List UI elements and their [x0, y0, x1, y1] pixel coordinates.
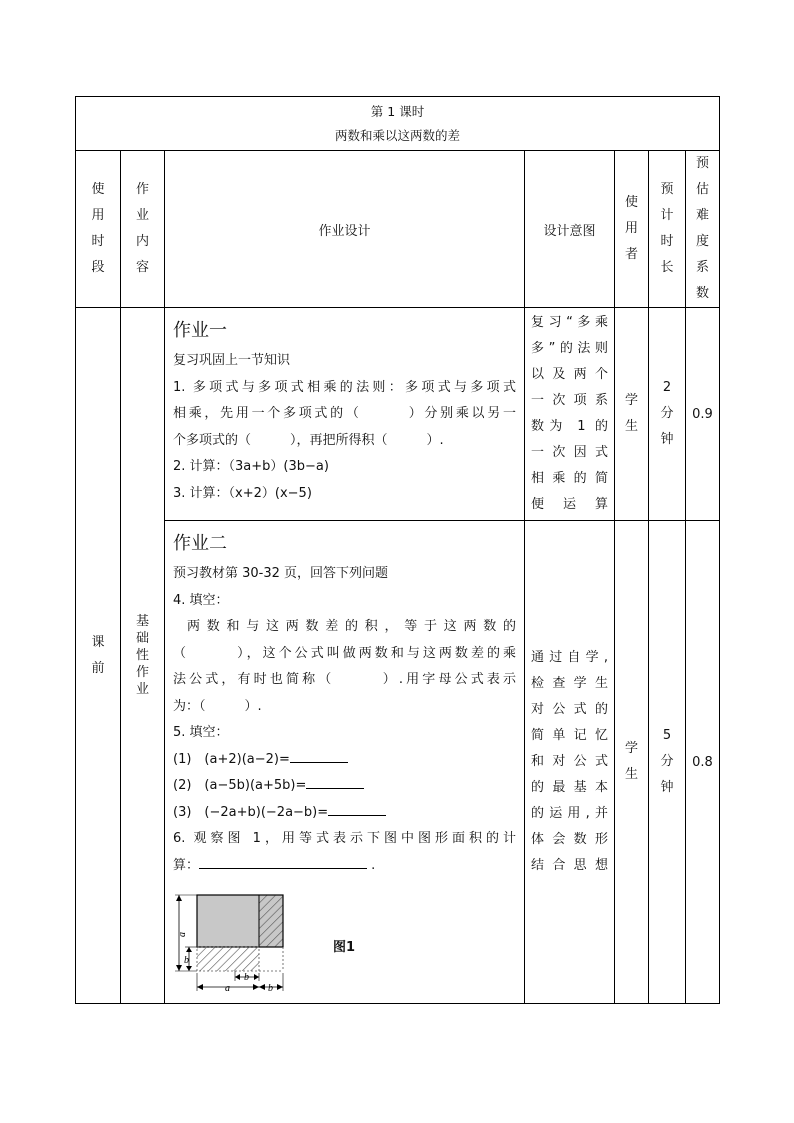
hw1-intent-line: 数为 1 的	[531, 419, 608, 434]
hw1-q1-line2: 相乘，先用一个多项式的（ ）分别乘以另一	[173, 406, 516, 421]
hw1-q3: 3. 计算：（x+2）(x−5)	[173, 485, 312, 501]
row-content-type-text: 基础性作业	[135, 614, 149, 697]
hw2-duration-num: 5	[662, 728, 672, 743]
dim-b-horizontal-mid: b	[244, 972, 249, 983]
row-content-type	[121, 308, 165, 1004]
hw2-q6-line1: 6. 观察图 1，用等式表示下图中图形面积的计	[173, 831, 516, 846]
answer-blank	[290, 748, 348, 763]
hw1-duration	[649, 308, 686, 521]
header-duration	[649, 151, 686, 308]
dim-a-horizontal: a	[225, 983, 230, 994]
hw2-duration	[649, 521, 686, 1004]
dim-b-vertical: b	[184, 955, 189, 966]
hw2-title: 作业二	[173, 533, 227, 554]
hw1-duration-unit1: 分	[660, 406, 674, 421]
hw2-q5-item1	[173, 747, 516, 774]
hw2-intent-line: 的最基本	[531, 780, 608, 795]
hw1-difficulty: 0.9	[686, 308, 720, 521]
hw2-intent-line: 结合思想	[531, 858, 608, 873]
hw2-q5-item2-text: (2) (a−5b)(a+5b)=	[173, 778, 307, 793]
header-design	[165, 151, 525, 308]
hw2-q6-line2	[173, 853, 516, 880]
row-time-period-text: 课前	[91, 634, 105, 676]
hw2-q5-label: 5. 填空：	[173, 725, 229, 740]
hw2-q6-end: .	[371, 857, 376, 873]
hw2-q4-line1: 两数和与这两数差的积，等于这两数的	[187, 619, 516, 634]
hw2-intent-line: 对公式的	[531, 702, 608, 717]
hw2-content	[165, 521, 525, 1004]
hw2-q5-item3	[173, 800, 516, 827]
header-intent	[525, 151, 615, 308]
answer-blank	[199, 854, 367, 869]
header-content-type	[121, 151, 165, 308]
hw2-intent	[525, 521, 615, 1004]
hatched-bottom-strip	[197, 947, 259, 971]
dim-a-vertical: a	[177, 932, 188, 937]
hw1-q2: 2. 计算：（3a+b）(3b−a)	[173, 459, 329, 474]
hw1-subtitle: 复习巩固上一节知识	[173, 353, 291, 368]
hw1-user-text: 学生	[624, 393, 638, 434]
hw2-user-text: 学生	[624, 741, 638, 782]
row-time-period	[76, 308, 121, 1004]
header-duration-text: 预计时长	[660, 182, 674, 275]
lesson-title-cell	[76, 97, 720, 151]
hw2-q4-line4: 为：（ ）.	[173, 698, 262, 714]
hw2-duration-unit1: 分	[660, 754, 674, 769]
hw1-intent-line: 一次项系	[531, 393, 608, 408]
header-difficulty	[686, 151, 720, 308]
hw2-intent-line: 和对公式	[531, 754, 608, 769]
hw2-intent-line: 简单记忆	[531, 728, 608, 743]
hw1-intent-line: 多”的法则	[531, 341, 608, 356]
hw1-q1-line3: 个多项式的（ ），再把所得积（ ）.	[173, 432, 444, 448]
hw2-difficulty: 0.8	[686, 521, 720, 1004]
hw2-user	[615, 521, 649, 1004]
homework-design-table	[75, 96, 720, 1004]
answer-blank	[328, 801, 386, 816]
header-time-period-text: 使用时段	[91, 182, 105, 275]
hw2-intent-line: 体会数形	[531, 832, 608, 847]
hw1-q1-line1: 1. 多项式与多项式相乘的法则：多项式与多项式	[173, 379, 516, 395]
hw1-intent-line: 相乘的简	[531, 471, 608, 486]
hw2-q4-line2: （ ），这个公式叫做两数和与这两数差的乘	[173, 645, 516, 661]
answer-blank	[306, 774, 364, 789]
lesson-period: 第 1 课时	[370, 103, 425, 119]
hw2-q4-line3: 法公式，有时也简称（ ）.用字母公式表示	[173, 672, 516, 687]
dim-b-horizontal-right: b	[268, 983, 273, 994]
hw2-duration-unit2: 钟	[660, 780, 674, 795]
hw1-intent-line: 便运算	[531, 497, 608, 512]
hw1-title: 作业一	[173, 320, 227, 341]
hw1-duration-num: 2	[662, 380, 672, 395]
hw1-content	[165, 308, 525, 521]
hw1-user	[615, 308, 649, 521]
hw2-q4-label: 4. 填空：	[173, 592, 229, 608]
hatched-right-strip	[259, 895, 283, 947]
header-user-text: 使用者	[624, 195, 638, 262]
hw1-duration-unit2: 钟	[660, 432, 674, 447]
hw2-subtitle: 预习教材第 30-32 页，回答下列问题	[173, 566, 389, 581]
lesson-topic: 两数和乘以这两数的差	[335, 127, 461, 143]
hw2-q5-item1-text: (1) (a+2)(a−2)=	[173, 751, 290, 767]
hw2-intent-line: 检查学生	[531, 676, 608, 691]
header-design-text: 作业设计	[318, 223, 371, 239]
hw2-q5-item2	[173, 773, 516, 800]
hw1-intent-line: 一次因式	[531, 445, 608, 460]
hw2-q6-prefix: 算：	[173, 857, 200, 873]
hw2-q5-item3-text: (3) (−2a+b)(−2a−b)=	[173, 804, 329, 820]
header-intent-text: 设计意图	[543, 223, 596, 239]
hw2-intent-line: 的运用,并	[531, 806, 608, 821]
hw1-intent-line: 以及两个	[531, 367, 608, 382]
hw2-intent-line: 通过自学,	[531, 650, 608, 665]
header-difficulty-text: 预估难度系数	[695, 156, 709, 301]
header-time-period	[76, 151, 121, 308]
header-content-type-text: 作业内容	[135, 182, 149, 275]
hw1-intent-line: 复习“多乘	[531, 315, 608, 330]
hw1-intent	[525, 308, 615, 521]
figure-label: 图1	[333, 940, 356, 955]
figure-1	[173, 887, 516, 997]
header-user	[615, 151, 649, 308]
